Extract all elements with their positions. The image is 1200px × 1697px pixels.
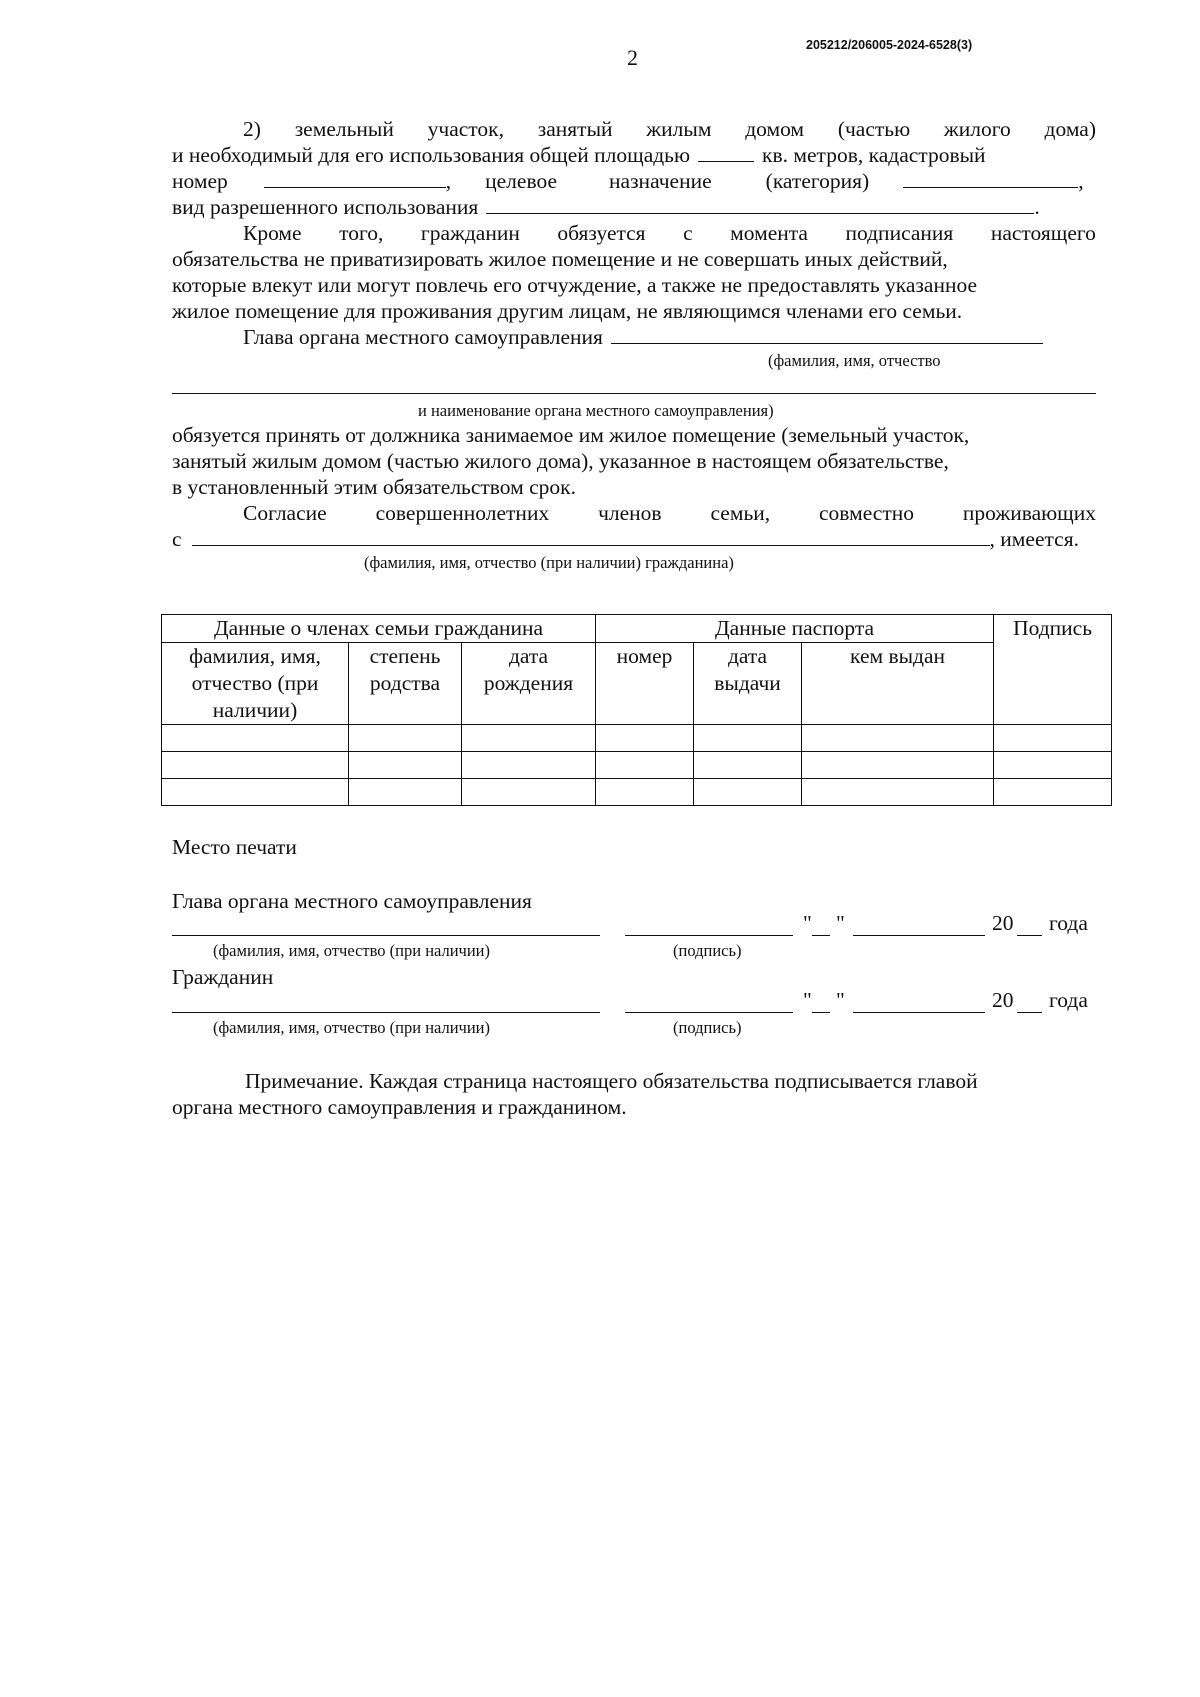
table-cell[interactable] [462, 752, 596, 779]
citizen-date-quote-open: " [803, 988, 812, 1012]
table-cell[interactable] [694, 752, 802, 779]
exists-label: , имеется. [989, 527, 1079, 551]
seal-place: Место печати [172, 835, 297, 859]
category-blank[interactable] [903, 169, 1078, 188]
word: гражданин [420, 221, 520, 245]
document-id: 205212/206005-2024-6528(3) [806, 38, 973, 52]
citizen-fio-caption: (фамилия, имя, отчество (при наличии) [213, 1018, 491, 1037]
head-name-blank[interactable] [611, 325, 1043, 344]
table-cell[interactable] [994, 779, 1112, 806]
family-data-header: Данные о членах семьи гражданина [162, 615, 596, 643]
word: совершеннолетних [375, 501, 550, 525]
word: подписания [845, 221, 954, 245]
period: . [1034, 195, 1040, 219]
table-cell[interactable] [349, 725, 462, 752]
word: занятый [537, 117, 613, 141]
family-members-table [161, 614, 1112, 806]
head-date-quote-open: " [803, 911, 812, 935]
citizen-year-blank[interactable] [1017, 1012, 1042, 1013]
table-cell[interactable] [694, 725, 802, 752]
word: Кроме [243, 221, 302, 245]
table-cell[interactable] [694, 779, 802, 806]
table-cell[interactable] [802, 752, 994, 779]
table-row [162, 752, 1112, 779]
table-cell[interactable] [349, 779, 462, 806]
head-month-blank[interactable] [853, 935, 985, 936]
consent-line-1 [243, 501, 1096, 526]
assignment-label: назначение [609, 169, 712, 193]
word: членов [598, 501, 662, 525]
page-number: 2 [627, 45, 638, 70]
citizen-fio-blank[interactable] [172, 1012, 600, 1013]
head-year-word: года [1049, 911, 1088, 935]
word: с [683, 221, 693, 245]
table-cell[interactable] [596, 725, 694, 752]
land-para-line-2 [172, 143, 1096, 168]
cadastral-number-blank[interactable] [264, 169, 446, 188]
table-cell[interactable] [162, 752, 349, 779]
citizen-signature-blank[interactable] [625, 1012, 793, 1013]
head-sign-caption: (подпись) [673, 941, 742, 960]
word: дома) [1044, 117, 1096, 141]
category-label: (категория) [765, 169, 870, 193]
word: обязуется [557, 221, 646, 245]
land-para-line-3 [172, 169, 1096, 194]
cadastral-label: кв. метров, кадастровый [762, 143, 986, 167]
word: того, [339, 221, 384, 245]
table-cell[interactable] [462, 725, 596, 752]
land-para-line-4 [172, 195, 1096, 220]
table-cell[interactable] [802, 725, 994, 752]
col-birth-date: дата рождения [462, 643, 596, 725]
number-label: номер [172, 169, 228, 193]
permitted-use-blank[interactable] [486, 195, 1034, 214]
obligation-line-4: жилое помещение для проживания другим лицам, не являющимся членами его семьи. [172, 299, 963, 323]
col-issued-by: кем выдан [802, 643, 994, 725]
note-line-1: Примечание. Каждая страница настоящего обязательства подписывается главой [245, 1069, 978, 1093]
sign-head-title: Глава органа местного самоуправления [172, 889, 532, 913]
table-cell[interactable] [162, 779, 349, 806]
obligation-line-1 [243, 221, 1096, 246]
word: настоящего [990, 221, 1096, 245]
accept-line-1: обязуется принять от должника занимаемое им жилое помещение (земельный участок, [172, 423, 970, 447]
word: проживающих [962, 501, 1096, 525]
consent-line-2 [172, 527, 1096, 552]
with-label: с [172, 527, 182, 551]
obligation-line-3: которые влекут или могут повлечь его отчуждение, а также не предоставлять указанное [172, 273, 978, 297]
accept-line-3: в установленный этим обязательством срок. [172, 475, 576, 499]
word: жилого [943, 117, 1011, 141]
head-date-quote-close: " [836, 911, 845, 935]
caption-fio: (фамилия, имя, отчество [768, 351, 941, 370]
area-label: и необходимый для его использования общей площадью [172, 143, 691, 167]
word: момента [730, 221, 808, 245]
purpose-label: целевое [485, 169, 558, 193]
table-cell[interactable] [349, 752, 462, 779]
head-fio-blank[interactable] [172, 935, 600, 936]
head-fio-caption: (фамилия, имя, отчество (при наличии) [213, 941, 491, 960]
citizen-sign-caption: (подпись) [673, 1018, 742, 1037]
area-blank[interactable] [698, 143, 754, 162]
word: домом [745, 117, 805, 141]
org-name-blank[interactable] [172, 393, 1096, 394]
word: Согласие [243, 501, 327, 525]
accept-line-2: занятый жилым домом (частью жилого дома), указанное в настоящем обязательстве, [172, 449, 949, 473]
citizen-date-quote-close: " [836, 988, 845, 1012]
citizen-day-blank[interactable] [812, 1012, 830, 1013]
table-cell[interactable] [994, 725, 1112, 752]
head-day-blank[interactable] [812, 935, 830, 936]
head-year-blank[interactable] [1017, 935, 1042, 936]
word: семьи, [710, 501, 771, 525]
word: земельный [294, 117, 394, 141]
signature-header: Подпись [994, 615, 1112, 725]
note-line-2: органа местного самоуправления и гражданином. [172, 1095, 627, 1119]
word: 2) [243, 117, 261, 141]
word: участок, [427, 117, 504, 141]
table-cell[interactable] [462, 779, 596, 806]
head-label: Глава органа местного самоуправления [243, 325, 603, 349]
citizen-month-blank[interactable] [853, 1012, 985, 1013]
table-cell[interactable] [596, 779, 694, 806]
comma: , [1078, 169, 1084, 193]
passport-data-header: Данные паспорта [596, 615, 994, 643]
citizen-year-word: года [1049, 988, 1088, 1012]
col-fio: фамилия, имя, отчество (при наличии) [162, 643, 349, 725]
table-cell[interactable] [802, 779, 994, 806]
head-line [243, 325, 1096, 350]
sign-citizen-title: Гражданин [172, 965, 274, 989]
head-signature-blank[interactable] [625, 935, 793, 936]
word: жилым [646, 117, 712, 141]
head-year-prefix: 20 [992, 911, 1014, 935]
table-cell[interactable] [596, 752, 694, 779]
col-issue-date: дата выдачи [694, 643, 802, 725]
citizen-year-prefix: 20 [992, 988, 1014, 1012]
land-para-line-1 [243, 117, 1096, 142]
permitted-use-label: вид разрешенного использования [172, 195, 479, 219]
word: совместно [819, 501, 914, 525]
caption-citizen: (фамилия, имя, отчество (при наличии) гражданина) [364, 553, 734, 572]
word: (частью [837, 117, 911, 141]
col-passport-number: номер [596, 643, 694, 725]
table-cell[interactable] [994, 752, 1112, 779]
comma: , [445, 169, 452, 193]
citizen-name-blank[interactable] [192, 527, 990, 546]
col-relation: степень родства [349, 643, 462, 725]
caption-org: и наименование органа местного самоуправления) [418, 401, 774, 420]
table-cell[interactable] [162, 725, 349, 752]
table-row [162, 779, 1112, 806]
obligation-line-2: обязательства не приватизировать жилое помещение и не совершать иных действий, [172, 247, 948, 271]
table-row [162, 725, 1112, 752]
